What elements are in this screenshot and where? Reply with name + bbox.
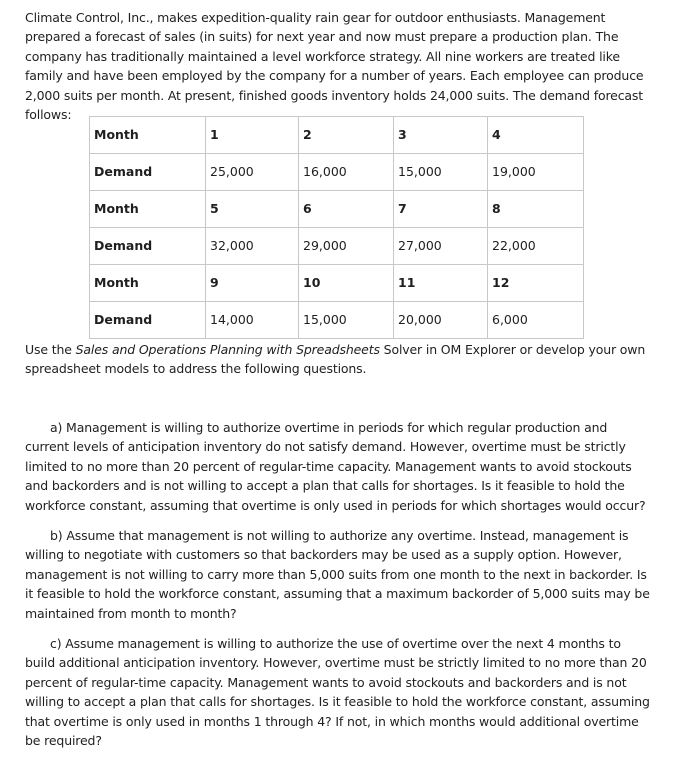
table-cell: 9: [206, 265, 299, 302]
table-cell: 4: [488, 117, 584, 154]
table-cell: 20,000: [394, 302, 488, 339]
row-label: Demand: [90, 228, 206, 265]
table-cell: 3: [394, 117, 488, 154]
row-label: Month: [90, 265, 206, 302]
table-cell: 6: [299, 191, 394, 228]
table-row: [90, 154, 584, 191]
solver-name: Sales and Operations Planning with Spreadsheets: [75, 342, 380, 357]
instructions-text-after: Solver in OM Explorer or develop your own spreadsheet models to address the following questions.: [25, 342, 646, 377]
table-cell: 19,000: [488, 154, 584, 191]
table-cell: 29,000: [299, 228, 394, 265]
row-label: Month: [90, 191, 206, 228]
question-c: c) Assume management is willing to authorize the use of overtime over the next 4 months to build additional anticipation inventory. However, overtime must be strictly limited to no more than 20 percent of regular-time capacity. Management wants to avoid stockouts and backorders and is not willing to accept a plan that calls for shortages. Is it feasible to hold the workforce constant, assuming that overtime is only used in months 1 through 4? If not, in which months would additional overtime be required?: [25, 636, 650, 749]
table-cell: 25,000: [206, 154, 299, 191]
question-b: b) Assume that management is not willing to authorize any overtime. Instead, management is willing to negotiate with customers so that backorders may be used as a supply option. However, management is not willing to carry more than 5,000 suits from one month to the next in backorder. Is it feasible to hold the workforce constant, assuming that a maximum backorder of 5,000 suits may be maintained from month to month?: [25, 528, 650, 621]
table-cell: 14,000: [206, 302, 299, 339]
table-cell: 32,000: [206, 228, 299, 265]
question-a: a) Management is willing to authorize overtime in periods for which regular production and current levels of anticipation inventory do not satisfy demand. However, overtime must be strictly limited to no more than 20 percent of regular-time capacity. Management wants to avoid stockouts and backorders and is not willing to accept a plan that calls for shortages. Is it feasible to hold the workforce constant, assuming that overtime is only used in periods for which shortages would occur?: [25, 420, 646, 513]
table-row: [90, 191, 584, 228]
table-cell: 15,000: [299, 302, 394, 339]
demand-forecast-table: [89, 116, 584, 339]
table-row: [90, 117, 584, 154]
table-cell: 22,000: [488, 228, 584, 265]
table-cell: 6,000: [488, 302, 584, 339]
row-label: Demand: [90, 302, 206, 339]
table-cell: 15,000: [394, 154, 488, 191]
table-cell: 5: [206, 191, 299, 228]
table-cell: 16,000: [299, 154, 394, 191]
table-row: [90, 228, 584, 265]
table-row: [90, 302, 584, 339]
table-cell: 2: [299, 117, 394, 154]
row-label: Demand: [90, 154, 206, 191]
table-cell: 7: [394, 191, 488, 228]
table-cell: 12: [488, 265, 584, 302]
table-cell: 10: [299, 265, 394, 302]
instructions-paragraph: [25, 340, 653, 379]
table-cell: 11: [394, 265, 488, 302]
table-cell: 8: [488, 191, 584, 228]
intro-paragraph: Climate Control, Inc., makes expedition-quality rain gear for outdoor enthusiasts. Management prepared a forecast of sales (in suits) for next year and now must prepare a production plan. The company has traditionally maintained a level workforce strategy. All nine workers are treated like family and have been employed by the company for a number of years. Each employee can produce 2,000 suits per month. At present, finished goods inventory holds 24,000 suits. The demand forecast follows:: [25, 10, 644, 123]
instructions-text-before: Use the: [25, 342, 76, 357]
table-row: [90, 265, 584, 302]
row-label: Month: [90, 117, 206, 154]
table-cell: 27,000: [394, 228, 488, 265]
table-cell: 1: [206, 117, 299, 154]
